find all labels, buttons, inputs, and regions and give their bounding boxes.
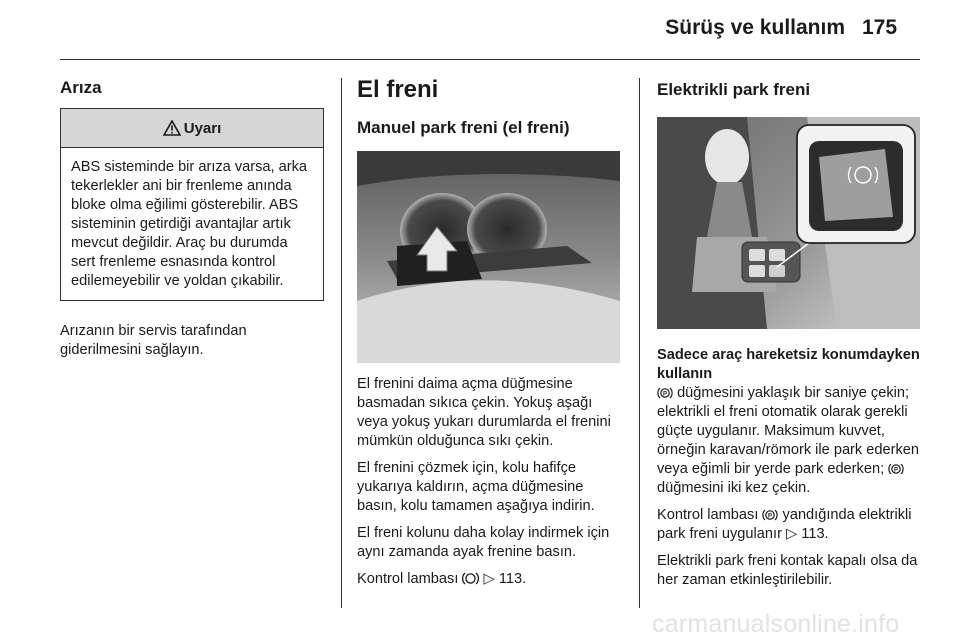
- parking-brake-icon: [888, 462, 904, 476]
- warning-text: ABS sisteminde bir arıza varsa, arka tekerlekler ani bir frenleme anında bloke olma eğilimi gösterebilir. ABS sisteminin getirdiği avantajlar artık mevcut değildir. Araç bu durumda sert frenleme esnasında kontrol edilemeyebilir ve yoldan çıkabilir.: [71, 159, 308, 289]
- parking-brake-lamp-icon: [762, 508, 778, 522]
- page-reference: 113.: [498, 571, 527, 587]
- header-rule: [60, 59, 920, 60]
- section-title: El freni: [357, 76, 439, 103]
- brake-warning-lamp-icon: [462, 571, 479, 586]
- column-divider: [639, 78, 640, 608]
- column-handbrake: [357, 74, 622, 597]
- parking-brake-icon: [657, 386, 673, 400]
- handbrake-paragraph-2: El frenini çözmek için, kolu hafifçe yukarıya kaldırın, açma düğmesine basın, kolu tamamen aşağıya indirin.: [357, 460, 595, 514]
- warning-triangle-icon: [163, 120, 181, 136]
- epb-paragraph-2: [657, 506, 922, 544]
- electric-park-brake-photo: [657, 117, 920, 329]
- svg-text:P: P: [662, 391, 668, 398]
- control-lamp-label: Kontrol lambası: [357, 571, 459, 587]
- page-number: 175: [862, 16, 898, 39]
- svg-text:P: P: [768, 513, 773, 520]
- section-heading: Elektrikli park freni: [657, 80, 811, 99]
- epb-lamp-label: Kontrol lambası: [657, 507, 759, 523]
- warning-box: [60, 108, 324, 301]
- malfunction-paragraph: Arızanın bir servis tarafından giderilmesini sağlayın.: [60, 323, 247, 358]
- epb-text-a: düğmesini yaklaşık bir saniye çekin; elektrikli el freni otomatik olarak gerekli güçte uygulanır. Maksimum kuvvet, örneğin karavan/römork ile park ederken veya eğimli bir yerde park ederken;: [657, 385, 920, 477]
- epb-text-b: düğmesini iki kez çekin.: [657, 480, 811, 496]
- page-reference: 113.: [801, 526, 829, 542]
- svg-text:P: P: [894, 467, 899, 474]
- column-divider: [341, 78, 342, 608]
- epb-lamp-text: yandığında elektrikli park freni uygulanır: [657, 507, 912, 542]
- handbrake-paragraph-4: [357, 570, 622, 589]
- handbrake-photo: [357, 151, 620, 363]
- warning-label: Uyarı: [183, 119, 222, 137]
- column-malfunction: [60, 74, 324, 368]
- epb-paragraph-3: Elektrikli park freni kontak kapalı olsa da her zaman etkinleştirilebilir.: [657, 553, 918, 588]
- warning-header: [61, 109, 323, 148]
- section-heading: Arıza: [60, 78, 102, 97]
- reference-arrow-icon: ▷: [483, 571, 495, 587]
- usage-note: Sadece araç hareketsiz konumdayken kullanın: [657, 347, 920, 382]
- epb-paragraph-1: [657, 384, 922, 498]
- handbrake-paragraph-1: El frenini daima açma düğmesine basmadan sıkıca çekin. Yokuş aşağı veya yokuş yukarı durumlarda el frenini mümkün olduğunca sıkı çekin.: [357, 376, 611, 449]
- watermark: carmanualsonline.info: [652, 610, 900, 638]
- handbrake-paragraph-3: El freni kolunu daha kolay indirmek için aynı zamanda ayak frenine basın.: [357, 525, 610, 560]
- reference-arrow-icon: ▷: [786, 526, 798, 542]
- page-header-title: Sürüş ve kullanım: [665, 16, 845, 39]
- section-subtitle: Manuel park freni (el freni): [357, 118, 570, 137]
- column-electric-park-brake: [657, 74, 922, 598]
